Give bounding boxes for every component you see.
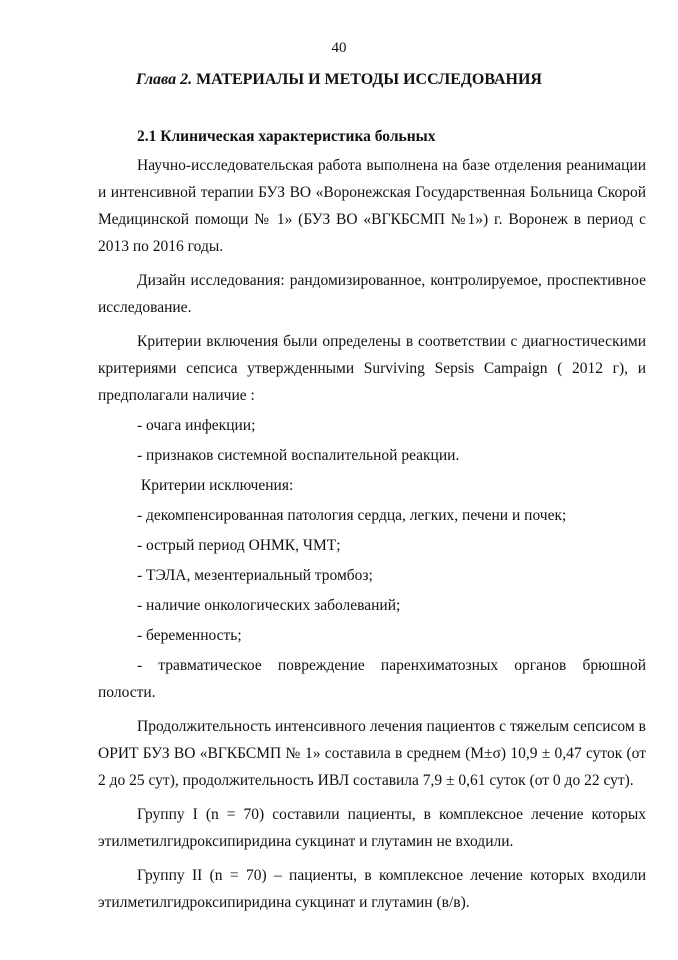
page-number: 40: [331, 40, 347, 56]
document-body: [98, 152, 646, 916]
paragraph-treatment-duration: Продолжительность интенсивного лечения пациентов с тяжелым сепсисом в ОРИТ БУЗ ВО «ВГКБСМП № 1» составила в среднем (M±σ) 10,9 ± 0,47 суток (от 2 до 25 сут), продолжительность ИВЛ составила 7,9 ± 0,61 суток (от 0 до 22 сут).: [98, 718, 646, 789]
list-item-exclusion: - острый период ОНМК, ЧМТ;: [137, 537, 341, 554]
paragraph-study-base: Научно-исследовательская работа выполнена на базе отделения реанимации и интенсивной терапии БУЗ ВО «Воронежская Государственная Больница Скорой Медицинской помощи № 1» (БУЗ ВО «ВГКБСМП №1») г. Воронеж в период с 2013 по 2016 годы.: [98, 157, 646, 255]
list-item-exclusion: - наличие онкологических заболеваний;: [137, 597, 401, 614]
paragraph-group-two: Группу II (n = 70) – пациенты, в комплексное лечение которых входили этилметилгидроксипиридина сукцинат и глутамин (в/в).: [98, 867, 646, 911]
section-title: 2.1 Клиническая характеристика больных: [137, 128, 436, 145]
list-item-inclusion: - признаков системной воспалительной реакции.: [137, 447, 460, 464]
list-item-exclusion: - беременность;: [137, 627, 242, 644]
list-item-exclusion: - ТЭЛА, мезентериальный тромбоз;: [137, 567, 373, 584]
chapter-prefix: Глава 2.: [136, 71, 193, 88]
chapter-title: [0, 71, 678, 89]
paragraph-inclusion-criteria: Критерии включения были определены в соответствии с диагностическими критериями сепсиса утвержденными Surviving Sepsis Campaign ( 2012 г), и предполагали наличие :: [98, 333, 646, 404]
list-item-inclusion: - очага инфекции;: [137, 417, 256, 434]
paragraph-study-design: Дизайн исследования: рандомизированное, контролируемое, проспективное исследование.: [98, 272, 646, 316]
exclusion-criteria-heading: Критерии исключения:: [137, 477, 294, 494]
list-item-exclusion: - травматическое повреждение паренхиматозных органов брюшной полости.: [98, 657, 646, 701]
chapter-heading: МАТЕРИАЛЫ И МЕТОДЫ ИССЛЕДОВАНИЯ: [196, 71, 542, 88]
list-item-exclusion: - декомпенсированная патология сердца, легких, печени и почек;: [137, 507, 567, 524]
paragraph-group-one: Группу I (n = 70) составили пациенты, в комплексное лечение которых этилметилгидроксипиридина сукцинат и глутамин не входили.: [98, 806, 646, 850]
